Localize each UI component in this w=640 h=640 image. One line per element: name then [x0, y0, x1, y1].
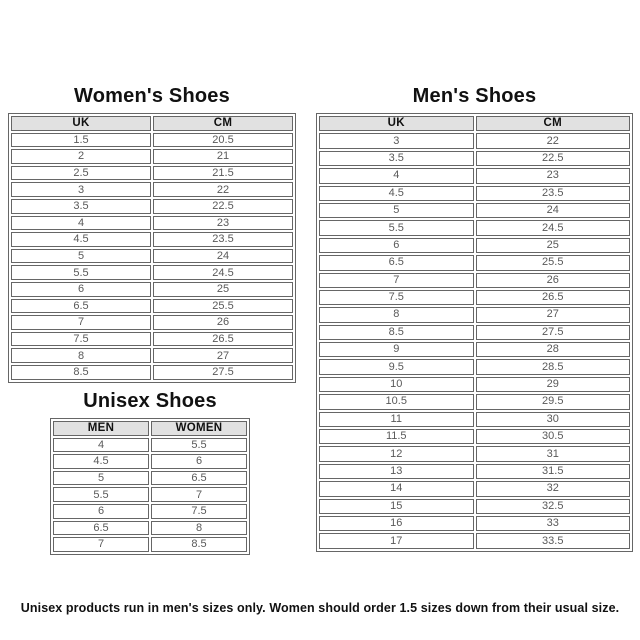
- table-cell: 23.5: [153, 232, 293, 247]
- table-cell: 7.5: [319, 290, 474, 305]
- table-cell: 30.5: [476, 429, 631, 444]
- table-cell: 11: [319, 412, 474, 427]
- table-row: [319, 151, 630, 166]
- mens-size-table: [316, 113, 633, 552]
- column-header: WOMEN: [151, 421, 247, 436]
- table-cell: 33.5: [476, 533, 631, 548]
- table-cell: 7: [53, 537, 149, 552]
- table-cell: 11.5: [319, 429, 474, 444]
- table-cell: 7: [11, 315, 151, 330]
- table-row: [53, 521, 247, 536]
- column-header: UK: [319, 116, 474, 131]
- table-row: [319, 255, 630, 270]
- table-cell: 27: [476, 307, 631, 322]
- table-row: [11, 149, 293, 164]
- unisex-size-table: [50, 418, 250, 555]
- table-cell: 6.5: [11, 299, 151, 314]
- table-cell: 3.5: [11, 199, 151, 214]
- table-cell: 23.5: [476, 186, 631, 201]
- table-cell: 8: [151, 521, 247, 536]
- table-row: [319, 446, 630, 461]
- table-row: [11, 249, 293, 264]
- table-cell: 9: [319, 342, 474, 357]
- table-cell: 10: [319, 377, 474, 392]
- table-cell: 32: [476, 481, 631, 496]
- table-cell: 24: [476, 203, 631, 218]
- column-header: CM: [153, 116, 293, 131]
- table-row: [11, 133, 293, 148]
- table-row: [11, 216, 293, 231]
- mens-header-row: [319, 116, 630, 131]
- table-cell: 9.5: [319, 359, 474, 374]
- table-cell: 3: [319, 133, 474, 148]
- table-cell: 22.5: [153, 199, 293, 214]
- table-row: [319, 342, 630, 357]
- table-cell: 24.5: [476, 220, 631, 235]
- table-cell: 6.5: [319, 255, 474, 270]
- womens-header-row: [11, 116, 293, 131]
- table-row: [319, 394, 630, 409]
- table-cell: 6: [151, 454, 247, 469]
- table-cell: 16: [319, 516, 474, 531]
- table-cell: 25.5: [476, 255, 631, 270]
- table-cell: 33: [476, 516, 631, 531]
- table-row: [53, 504, 247, 519]
- table-cell: 7: [319, 273, 474, 288]
- table-cell: 4: [53, 438, 149, 453]
- table-cell: 31: [476, 446, 631, 461]
- table-row: [319, 481, 630, 496]
- table-row: [319, 203, 630, 218]
- table-cell: 28.5: [476, 359, 631, 374]
- table-cell: 27.5: [476, 325, 631, 340]
- table-row: [319, 429, 630, 444]
- table-row: [53, 537, 247, 552]
- table-cell: 27: [153, 348, 293, 363]
- unisex-sizing-note: Unisex products run in men's sizes only. Women should order 1.5 sizes down from their usual size.: [20, 601, 620, 615]
- table-cell: 3.5: [319, 151, 474, 166]
- table-cell: 29: [476, 377, 631, 392]
- table-cell: 4.5: [319, 186, 474, 201]
- womens-shoes-title: Women's Shoes: [74, 85, 230, 107]
- table-row: [53, 487, 247, 502]
- table-cell: 2: [11, 149, 151, 164]
- table-cell: 5: [11, 249, 151, 264]
- table-cell: 5: [53, 471, 149, 486]
- table-cell: 25.5: [153, 299, 293, 314]
- table-cell: 4: [11, 216, 151, 231]
- table-cell: 15: [319, 499, 474, 514]
- table-cell: 7.5: [11, 332, 151, 347]
- table-row: [11, 299, 293, 314]
- table-row: [11, 282, 293, 297]
- table-row: [53, 471, 247, 486]
- table-cell: 5.5: [319, 220, 474, 235]
- table-cell: 8.5: [11, 365, 151, 380]
- table-cell: 4.5: [11, 232, 151, 247]
- table-cell: 23: [153, 216, 293, 231]
- table-cell: 26.5: [153, 332, 293, 347]
- column-header: UK: [11, 116, 151, 131]
- table-cell: 2.5: [11, 166, 151, 181]
- table-cell: 24: [153, 249, 293, 264]
- table-cell: 22: [476, 133, 631, 148]
- table-row: [319, 273, 630, 288]
- table-cell: 5.5: [53, 487, 149, 502]
- table-cell: 6: [53, 504, 149, 519]
- table-cell: 23: [476, 168, 631, 183]
- table-row: [11, 348, 293, 363]
- table-cell: 21.5: [153, 166, 293, 181]
- table-cell: 25: [476, 238, 631, 253]
- table-cell: 29.5: [476, 394, 631, 409]
- table-cell: 8: [319, 307, 474, 322]
- table-cell: 26: [476, 273, 631, 288]
- table-cell: 27.5: [153, 365, 293, 380]
- table-row: [319, 533, 630, 548]
- table-row: [319, 464, 630, 479]
- table-row: [319, 238, 630, 253]
- table-row: [319, 377, 630, 392]
- table-cell: 22.5: [476, 151, 631, 166]
- table-cell: 5.5: [151, 438, 247, 453]
- table-row: [319, 325, 630, 340]
- table-cell: 5.5: [11, 265, 151, 280]
- table-row: [11, 265, 293, 280]
- table-cell: 6.5: [53, 521, 149, 536]
- mens-shoes-title: Men's Shoes: [412, 85, 537, 107]
- table-row: [319, 186, 630, 201]
- table-cell: 25: [153, 282, 293, 297]
- table-cell: 12: [319, 446, 474, 461]
- table-row: [319, 307, 630, 322]
- table-cell: 20.5: [153, 133, 293, 148]
- unisex-shoes-section: [50, 390, 250, 555]
- table-cell: 26: [153, 315, 293, 330]
- table-cell: 8.5: [319, 325, 474, 340]
- table-cell: 30: [476, 412, 631, 427]
- column-header: MEN: [53, 421, 149, 436]
- table-cell: 31.5: [476, 464, 631, 479]
- table-cell: 17: [319, 533, 474, 548]
- womens-size-table: [8, 113, 296, 383]
- table-cell: 5: [319, 203, 474, 218]
- table-row: [319, 133, 630, 148]
- table-row: [11, 332, 293, 347]
- table-row: [11, 365, 293, 380]
- table-cell: 4: [319, 168, 474, 183]
- table-cell: 4.5: [53, 454, 149, 469]
- table-cell: 6: [319, 238, 474, 253]
- table-cell: 22: [153, 182, 293, 197]
- unisex-table-body: [53, 438, 247, 552]
- table-row: [319, 168, 630, 183]
- table-cell: 32.5: [476, 499, 631, 514]
- table-cell: 10.5: [319, 394, 474, 409]
- mens-shoes-section: [316, 85, 633, 552]
- table-cell: 1.5: [11, 133, 151, 148]
- table-row: [11, 232, 293, 247]
- table-row: [319, 290, 630, 305]
- table-cell: 8.5: [151, 537, 247, 552]
- table-cell: 3: [11, 182, 151, 197]
- table-row: [11, 182, 293, 197]
- unisex-header-row: [53, 421, 247, 436]
- mens-table-body: [319, 133, 630, 548]
- table-row: [53, 438, 247, 453]
- table-cell: 13: [319, 464, 474, 479]
- table-cell: 26.5: [476, 290, 631, 305]
- table-row: [319, 499, 630, 514]
- table-cell: 7: [151, 487, 247, 502]
- womens-shoes-section: [8, 85, 296, 383]
- womens-table-body: [11, 133, 293, 380]
- table-row: [11, 315, 293, 330]
- table-cell: 21: [153, 149, 293, 164]
- table-row: [319, 220, 630, 235]
- table-cell: 8: [11, 348, 151, 363]
- table-cell: 14: [319, 481, 474, 496]
- table-cell: 6.5: [151, 471, 247, 486]
- column-header: CM: [476, 116, 631, 131]
- table-row: [53, 454, 247, 469]
- unisex-shoes-title: Unisex Shoes: [83, 390, 217, 412]
- table-cell: 7.5: [151, 504, 247, 519]
- table-row: [319, 359, 630, 374]
- table-row: [11, 166, 293, 181]
- table-cell: 28: [476, 342, 631, 357]
- table-cell: 6: [11, 282, 151, 297]
- table-row: [319, 516, 630, 531]
- table-row: [319, 412, 630, 427]
- table-cell: 24.5: [153, 265, 293, 280]
- table-row: [11, 199, 293, 214]
